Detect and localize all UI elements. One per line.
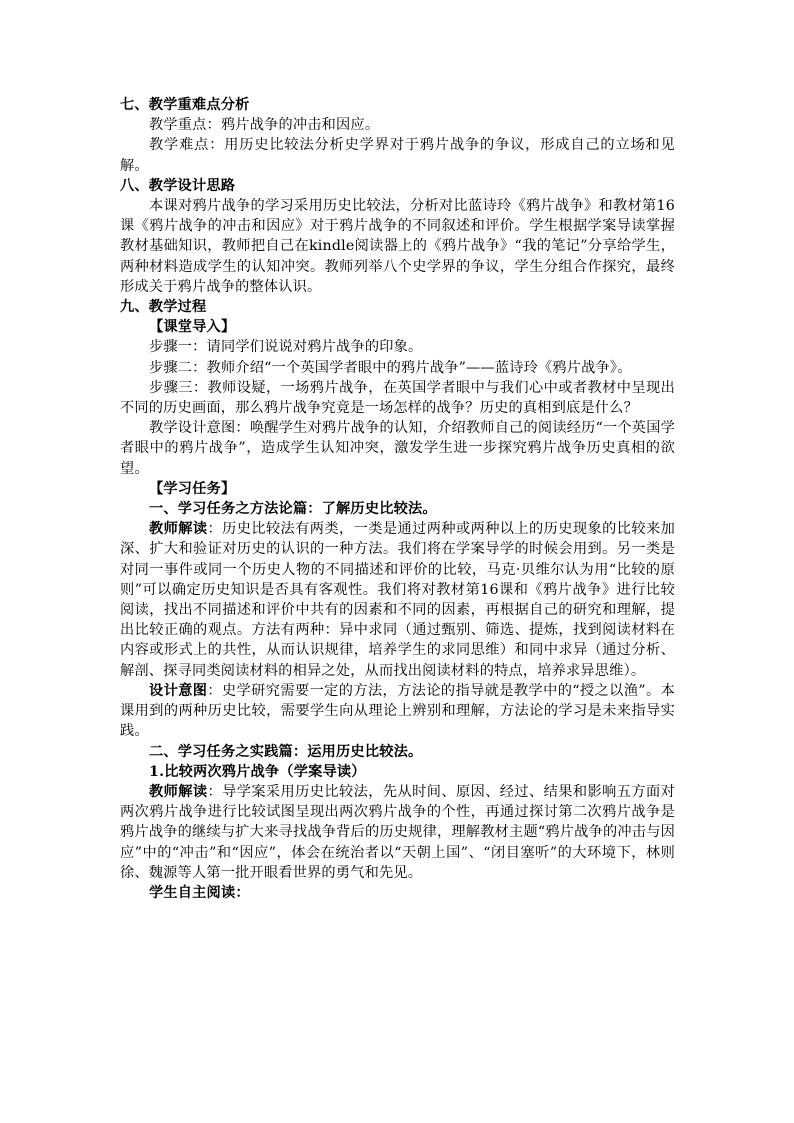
teacher-interpretation-text-2: ：导学案采用历史比较法，先从时间、原因、经过、结果和影响五方面对两次鸦片战争进行比较试图呈现出两次鸦片战争的个性，再通过探讨第二次鸦片战争是鸦片战争的继续与扩大来寻找战争背后的历史规律，理解教材主题“鸦片战争的冲击与因应”中的“冲击”和“因应”，体会在统治者以“天朝上国”、“闭目塞听”的大环境下，林则徐、魏源等人第一批开眼看世界的勇气和先见。 bbox=[120, 783, 675, 881]
class-intro-heading: 【课堂导入】 bbox=[149, 319, 236, 336]
step-one: 步骤一：请同学们说说对鸦片战争的印象。 bbox=[149, 339, 423, 356]
document-page bbox=[120, 95, 675, 903]
student-self-reading: 学生自主阅读： bbox=[149, 884, 250, 901]
design-intent-label: 设计意图 bbox=[149, 682, 208, 699]
design-intent-2 bbox=[120, 681, 675, 742]
section-8-heading: 八、教学设计思路 bbox=[120, 177, 236, 194]
teacher-interpretation-1 bbox=[120, 519, 675, 681]
teacher-interpretation-label: 教师解读 bbox=[149, 521, 208, 538]
teacher-interpretation-label-2: 教师解读 bbox=[149, 783, 208, 800]
step-two: 步骤二：教师介绍“一个英国学者眼中的鸦片战争”——蓝诗玲《鸦片战争》。 bbox=[149, 359, 632, 376]
task-2-heading: 二、学习任务之实践篇：运用历史比较法。 bbox=[149, 743, 423, 760]
teacher-interpretation-2 bbox=[120, 782, 675, 883]
subsection-1-heading: 1.比较两次鸦片战争（学案导读） bbox=[149, 763, 366, 780]
learning-task-heading: 【学习任务】 bbox=[149, 480, 236, 497]
design-idea-paragraph: 本课对鸦片战争的学习采用历史比较法，分析对比蓝诗玲《鸦片战争》和教材第16课《鸦片战争的冲击和因应》对于鸦片战争的不同叙述和评价。学生根据学案导读掌握教材基础知识，教师把自己在kindle阅读器上的《鸦片战争》“我的笔记”分享给学生，两种材料造成学生的认知冲突。教师列举八个史学界的争议，学生分组合作探究，最终形成关于鸦片战争的整体认识。 bbox=[120, 198, 675, 295]
section-9-heading: 九、教学过程 bbox=[120, 299, 207, 316]
task-1-heading: 一、学习任务之方法论篇：了解历史比较法。 bbox=[149, 501, 437, 518]
teaching-focus: 教学重点：鸦片战争的冲击和因应。 bbox=[149, 117, 380, 134]
section-7-heading: 七、教学重难点分析 bbox=[120, 97, 250, 113]
teaching-difficulty: 教学难点：用历史比较法分析史学界对于鸦片战争的争议，形成自己的立场和见解。 bbox=[120, 137, 675, 174]
design-intent-text: ：史学研究需要一定的方法，方法论的指导就是教学中的“授之以渔”。本课用到的两种历史比较，需要学生向从理论上辨别和理解，方法论的学习是未来指导实践。 bbox=[120, 682, 675, 740]
design-intent-paragraph: 教学设计意图：唤醒学生对鸦片战争的认知，介绍教师自己的阅读经历“一个英国学者眼中的鸦片战争”，造成学生认知冲突，激发学生进一步探究鸦片战争历史真相的欲望。 bbox=[120, 420, 675, 477]
teacher-interpretation-text: ：历史比较法有两类，一类是通过两种或两种以上的历史现象的比较来加深、扩大和验证对历史的认识的一种方法。我们将在学案导学的时候会用到。另一类是对同一事件或同一个历史人物的不同描述和评价的比较，马克·贝维尔认为用“比较的原则”可以确定历史知识是否具有客观性。我们将对教材第16课和《鸦片战争》进行比较阅读，找出不同描述和评价中共有的因素和不同的因素，再根据自己的研究和理解，提出比较正确的观点。方法有两种：异中求同（通过甄别、筛选、提炼，找到阅读材料在内容或形式上的共性，从而认识规律，培养学生的求同思维）和同中求异（通过分析、解剖、探寻同类阅读材料的相异之处，从而找出阅读材料的特点，培养求异思维）。 bbox=[120, 521, 675, 679]
step-three: 步骤三：教师设疑，一场鸦片战争，在英国学者眼中与我们心中或者教材中呈现出不同的历史画面，那么鸦片战争究竟是一场怎样的战争？历史的真相到底是什么？ bbox=[120, 379, 675, 417]
